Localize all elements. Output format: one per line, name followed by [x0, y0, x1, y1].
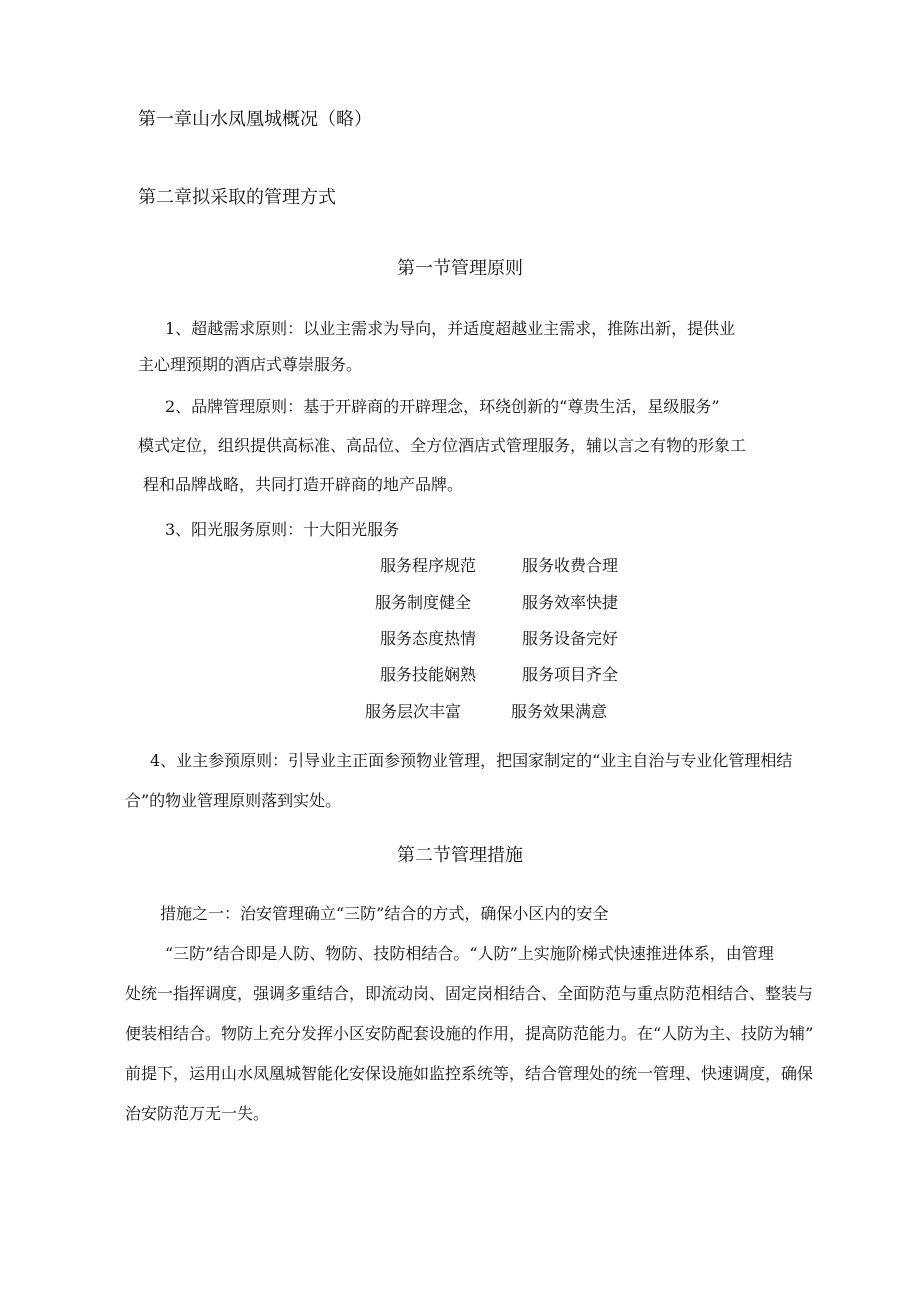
measure-1-para-line-5: 治安防范万无一失。: [125, 1104, 270, 1123]
service-item: 服务效率快捷: [522, 593, 619, 612]
principle-2-line-2: 模式定位，组织提供高标准、高品位、全方位酒店式管理服务，辅以言之有物的形象工: [138, 436, 747, 455]
section-2-heading: 第二节管理措施: [397, 845, 523, 866]
principle-2-line-1: 2、品牌管理原则：基于开辟商的开辟理念，环绕创新的“尊贵生活，星级服务”: [165, 397, 720, 416]
section-1-heading: 第一节管理原则: [397, 258, 523, 279]
service-item: 服务效果满意: [511, 702, 608, 721]
measure-1-para-line-2: 处统一指挥调度，强调多重结合，即流动岗、固定岗相结合、全面防范与重点防范相结合、整装与: [125, 984, 814, 1003]
service-item: 服务技能娴熟: [380, 665, 477, 684]
service-item: 服务态度热情: [380, 629, 477, 648]
service-item: 服务收费合理: [522, 556, 619, 575]
service-item: 服务层次丰富: [365, 702, 462, 721]
measure-1-para-line-4: 前提下，运用山水凤凰城智能化安保设施如监控系统等，结合管理处的统一管理、快速调度，确保: [125, 1064, 814, 1083]
chapter-2-heading: 第二章拟采取的管理方式: [138, 187, 336, 208]
service-item: 服务设备完好: [522, 629, 619, 648]
measure-1-para-line-3: 便装相结合。物防上充分发挥小区安防配套设施的作用，提高防范能力。在“人防为主、技防为辅”: [125, 1024, 814, 1043]
chapter-1-heading: 第一章山水凤凰城概况（略）: [138, 109, 372, 130]
principle-2-line-3: 程和品牌战略，共同打造开辟商的地产品牌。: [143, 475, 464, 494]
service-item: 服务项目齐全: [522, 665, 619, 684]
measure-1-title: 措施之一：治安管理确立“三防”结合的方式，确保小区内的安全: [160, 904, 609, 923]
service-item: 服务程序规范: [380, 556, 477, 575]
service-item: 服务制度健全: [375, 593, 472, 612]
principle-4-line-2: 合”的物业管理原则落到实处。: [125, 791, 342, 810]
principle-1-line-2: 主心理预期的酒店式尊崇服务。: [138, 355, 363, 374]
measure-1-para-line-1: “三防”结合即是人防、物防、技防相结合。“人防”上实施阶梯式快速推进体系，由管理: [165, 944, 774, 963]
principle-4-line-1: 4、业主参预原则：引导业主正面参预物业管理，把国家制定的“业主自治与专业化管理相结: [150, 751, 793, 770]
principle-3-title: 3、阳光服务原则：十大阳光服务: [165, 520, 400, 539]
principle-1-line-1: 1、超越需求原则：以业主需求为导向，并适度超越业主需求，推陈出新，提供业: [165, 319, 736, 338]
